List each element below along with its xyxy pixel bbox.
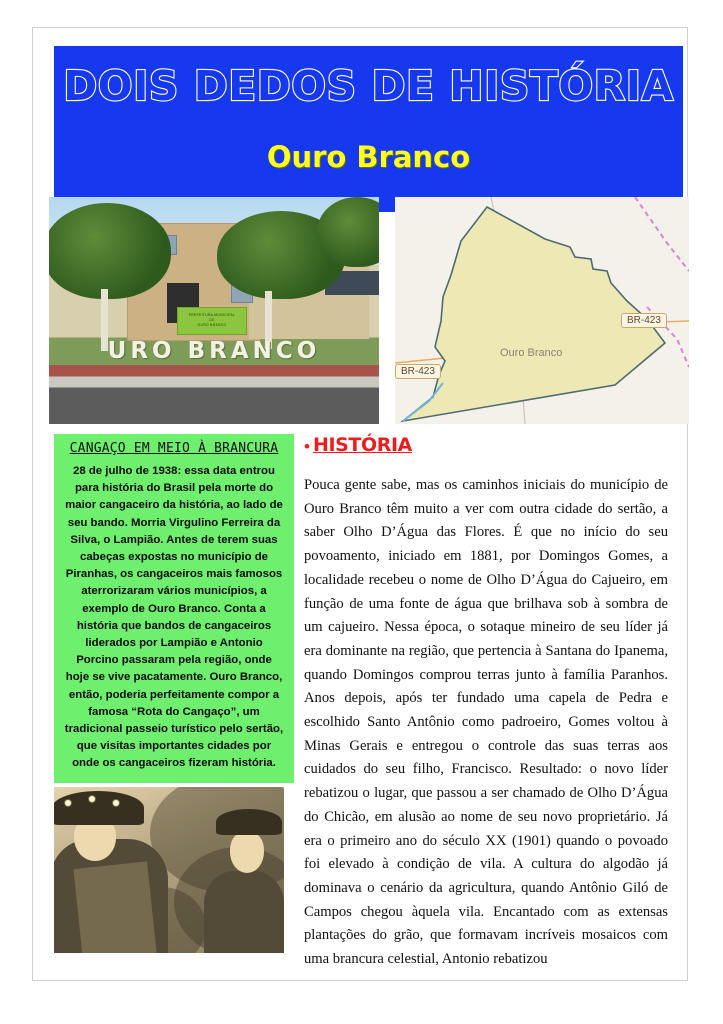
photo-cangaceiros (54, 787, 284, 953)
hat-ornament (88, 795, 96, 803)
sign-line-1: PREFEITURA MUNICIPAL (188, 313, 236, 317)
map-highway-badge-left: BR-423 (395, 364, 441, 379)
cangaco-callout-box (54, 434, 294, 783)
figure-maria-bonita-hat (216, 809, 282, 835)
figure-maria-bonita-body (204, 871, 284, 953)
map-ouro-branco (395, 197, 689, 424)
tree (317, 197, 379, 267)
map-boundary-dashed (635, 197, 689, 271)
title-banner (54, 46, 683, 212)
map-city-label: Ouro Branco (500, 347, 563, 359)
figure-maria-bonita-face (230, 831, 264, 873)
hedge-lettering: URO BRANCO (107, 338, 321, 364)
photo-city-hall (49, 197, 379, 424)
cangaco-callout-title: CANGAÇO EM MEIO À BRANCURA (69, 441, 279, 456)
hat-ornament (64, 799, 72, 807)
page-title: DOIS DEDOS DE HISTÓRIA (63, 62, 674, 110)
tree (49, 203, 171, 299)
city-hall-sign (177, 307, 247, 335)
figure-lampiao-bandolier (73, 861, 156, 953)
sign-line-3: OURO BRANCO (197, 323, 227, 327)
map-vector (395, 197, 689, 424)
document-page (32, 27, 688, 981)
section-heading-historia: HISTÓRIA (312, 434, 412, 456)
media-row (49, 197, 689, 427)
sign-line-2: DE (209, 318, 215, 322)
cangaco-callout-body: 28 de julho de 1938: essa data entrou para história do Brasil pela morte do maior cangaceiro da história, ao lado de seu bando. Morria Virgulino Ferreira da Silva, o Lampião. Antes de terem suas cabeças expostas no município de Piranhas, os cangaceiros mais famosos aterrorizaram vários municípios, a exemplo de Ouro Branco. Conta a história que bandos de cangaceiros liderados por Lampião e Antonio Porcino passaram pela região, onde hoje se vive pacatamente. Ouro Branco, então, poderia perfeitamente compor a famosa “Rota do Cangaço”, um tradicional passeio turístico pelo sertão, que visitas importantes cidades por onde os cangaceiros fizeram história. (64, 465, 284, 770)
hat-ornament (112, 799, 120, 807)
bullet-icon: • (304, 437, 310, 457)
page-subtitle: Ouro Branco (266, 140, 471, 174)
historia-heading-row (304, 434, 668, 464)
figure-lampiao-hat (54, 791, 144, 825)
right-column (304, 434, 668, 972)
history-body-text: Pouca gente sabe, mas os caminhos iniciais do município de Ouro Branco têm muito a ver com outra cidade do sertão, a saber Olho D’Água das Flores. É que no início do seu povoamento, iniciado em 1881, por Domingos Gomes, a localidade recebeu o nome de Olho D’Água do Cajueiro, em função de uma fonte de água que brilhava sob à sombra de um cajueiro. Nessa época, o sotaque mineiro de seu líder já era dominante na região, que pertencia à Santana do Ipanema, quando Domingos comprou terras junto à família Paranhos. Anos depois, após ter fundado uma capela de Pedra e escolhido Santo Antônio como padroeiro, Gomes voltou à Minas Gerais e entregou o controle das suas terras aos cuidados do seu filho, Francisco. Resultado: o novo líder rebatizou o lugar, que passou a ser chamado de Olho D’Água do Chicão, em alusão ao nome de seu novo proprietário. Já era o primeiro ano do século XX (1901) quando o povoado foi elevado à condição de vila. A cultura do algodão já dominava o cenário da agricultura, quando Antônio Giló de Campos chegou àquela vila. Encantado com as extensas plantações do grão, que formavam incríveis mosaicos com uma brancura celestial, Antonio rebatizou (304, 477, 668, 968)
map-highway-badge-right: BR-423 (621, 313, 667, 328)
left-column (54, 434, 294, 953)
